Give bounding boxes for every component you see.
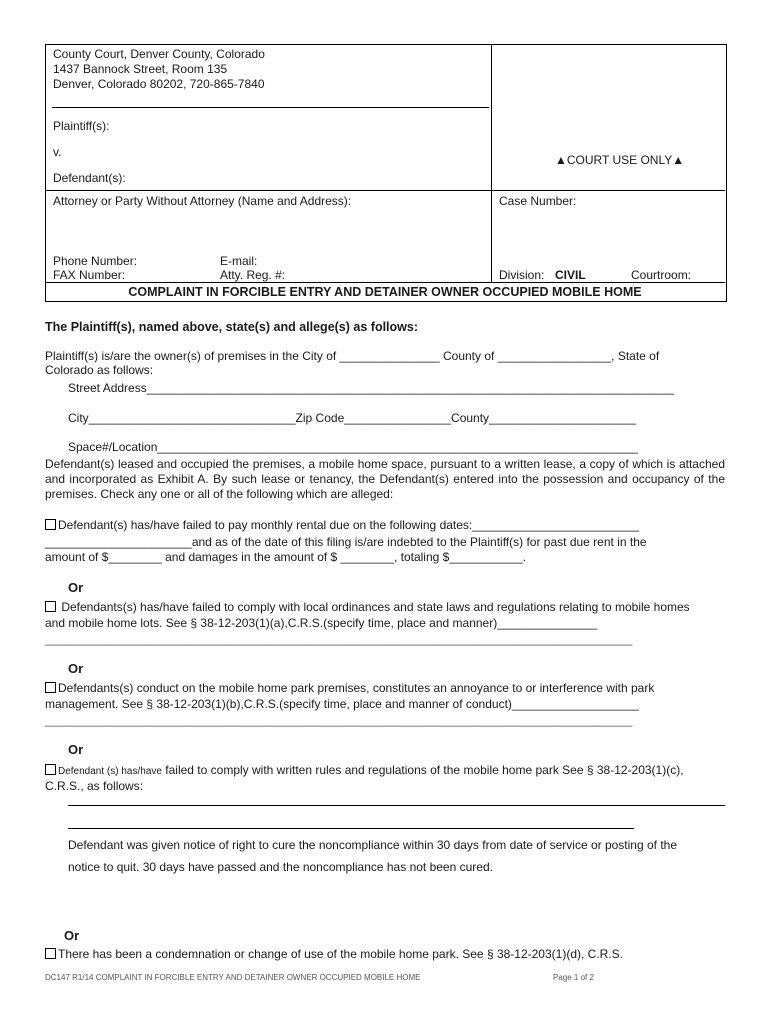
court-city-phone: Denver, Colorado 80202, 720-865-7840: [53, 77, 265, 91]
option-conduct-text: Defendants(s) conduct on the mobile home park premises, constitutes an annoyance to or interference with park: [58, 681, 655, 695]
checkbox-condemnation[interactable]: [45, 948, 56, 959]
or-label-1: Or: [68, 580, 84, 595]
phone-label: Phone Number:: [53, 254, 138, 268]
case-number-label: Case Number:: [499, 194, 577, 208]
cure-notice-line-1: Defendant was given notice of right to cure the noncompliance within 30 days from date of service or posting of the: [68, 838, 678, 852]
option-ordinances-line-3: ________________________________________________________________________________________: [45, 632, 633, 646]
street-address-field[interactable]: Street Address_______________________________________________________________________________: [68, 381, 674, 395]
court-use-only: ▲COURT USE ONLY▲: [555, 153, 685, 167]
allegations-heading: The Plaintiff(s), named above, state(s) and allege(s) as follows:: [45, 320, 418, 334]
option-rent: [45, 518, 639, 532]
fax-label: FAX Number:: [53, 268, 126, 282]
option-conduct-line-3: ________________________________________________________________________________________: [45, 713, 633, 727]
space-location-field[interactable]: Space#/Location________________________________________________________________________: [68, 440, 638, 454]
caption-attorney-divider: [45, 190, 725, 191]
plaintiff-label: Plaintiff(s):: [53, 119, 110, 133]
checkbox-rent[interactable]: [45, 519, 56, 530]
option-rules: [45, 763, 684, 777]
option-rent-text: Defendant(s) has/have failed to pay monthly rental due on the following dates:_________________________: [58, 518, 640, 532]
rules-blank-line-1[interactable]: [68, 805, 725, 806]
option-ordinances-line-2: and mobile home lots. See § 38-12-203(1)(a),C.R.S.(specify time, place and manner)_______________: [45, 616, 598, 630]
option-rules-text: failed to comply with written rules and regulations of the mobile home park See § 38-12-203(1)(c),: [161, 763, 684, 777]
cure-notice-line-2: notice to quit. 30 days have passed and the noncompliance has not been cured.: [68, 860, 493, 874]
option-rules-line-2: C.R.S., as follows:: [45, 779, 144, 793]
courtroom-label: Courtroom:: [631, 268, 692, 282]
owner-line-2: Colorado as follows:: [45, 363, 154, 377]
caption-title-divider: [45, 282, 725, 283]
or-label-4: Or: [64, 928, 80, 943]
option-rent-line-3: amount of $________ and damages in the amount of $ ________, totaling $___________.: [45, 550, 527, 564]
or-label-3: Or: [68, 742, 84, 757]
page-number: Page 1 of 2: [553, 973, 594, 982]
court-name: County Court, Denver County, Colorado: [53, 47, 265, 61]
attorney-label: Attorney or Party Without Attorney (Name and Address):: [53, 194, 352, 208]
or-label-2: Or: [68, 661, 84, 676]
option-conduct-line-2: management. See § 38-12-203(1)(b),C.R.S.(specify time, place and manner of conduct)___________________: [45, 697, 639, 711]
option-condemnation: [45, 947, 623, 961]
court-street: 1437 Bannock Street, Room 135: [53, 62, 228, 76]
form-identifier: DC147 R1/14 COMPLAINT IN FORCIBLE ENTRY AND DETAINER OWNER OCCUPIED MOBILE HOME: [45, 973, 421, 982]
option-rent-line-2: ______________________and as of the date of this filing is/are indebted to the Plaintiff(s) for past due rent in the: [45, 535, 647, 549]
option-ordinances: [45, 600, 690, 614]
document-title: COMPLAINT IN FORCIBLE ENTRY AND DETAINER OWNER OCCUPIED MOBILE HOME: [128, 285, 642, 299]
option-condemnation-text: There has been a condemnation or change of use of the mobile home park. See § 38-12-203(1)(d), C.R.S.: [58, 947, 623, 961]
option-conduct: [45, 681, 654, 695]
option-rules-small: Defendant (s) has/have: [58, 766, 162, 777]
city-zip-county-field[interactable]: City_______________________________Zip Code________________County______________________: [68, 411, 636, 425]
checkbox-conduct[interactable]: [45, 682, 56, 693]
versus-label: v.: [53, 145, 62, 159]
caption-vertical-divider: [491, 44, 492, 282]
owner-line-1: Plaintiff(s) is/are the owner(s) of premises in the City of _______________ County of _________________, State of: [45, 349, 660, 363]
email-label: E-mail:: [220, 254, 258, 268]
division-label: Division:: [499, 268, 545, 282]
defendant-label: Defendant(s):: [53, 171, 126, 185]
division-value: CIVIL: [555, 268, 586, 282]
atty-reg-label: Atty. Reg. #:: [220, 268, 286, 282]
option-ordinances-text: Defendants(s) has/have failed to comply with local ordinances and state laws and regulations relating to mobile homes: [58, 600, 690, 614]
caption-court-divider: [52, 107, 489, 108]
rules-blank-line-2[interactable]: [68, 828, 634, 829]
checkbox-rules[interactable]: [45, 764, 56, 775]
lease-paragraph: Defendant(s) leased and occupied the premises, a mobile home space, pursuant to a written lease, a copy of which is attached and incorporated as Exhibit A. By such lease or tenancy, the Defendant(s) entered into the possession and occupancy of the premises. Check any one or all of the following which are alleged:: [45, 457, 725, 501]
checkbox-ordinances[interactable]: [45, 601, 56, 612]
